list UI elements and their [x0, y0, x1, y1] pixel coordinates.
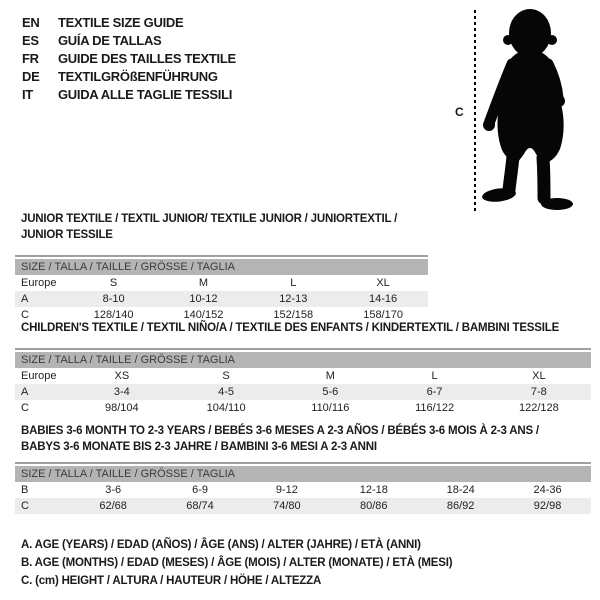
- table-title-line: CHILDREN'S TEXTILE / TEXTIL NIÑO/A / TEXTILE DES ENFANTS / KINDERTEXTIL / BAMBINI TESSILE: [21, 322, 560, 334]
- row-label: C: [21, 402, 29, 414]
- row-label: B: [21, 484, 29, 496]
- size-cell: XL: [376, 277, 390, 289]
- size-cell: L: [431, 370, 438, 382]
- language-title: TEXTILGRÖßENFÜHRUNG: [58, 68, 218, 84]
- language-code: EN: [22, 14, 40, 30]
- table-row: [15, 368, 591, 384]
- children-size-table: [15, 352, 591, 416]
- table-title: [21, 423, 591, 455]
- row-label: C: [21, 309, 29, 321]
- size-cell: 122/128: [518, 402, 559, 414]
- table-row: [15, 482, 591, 498]
- size-cell: 14-16: [369, 293, 398, 305]
- language-title: TEXTILE SIZE GUIDE: [58, 14, 184, 30]
- size-cell: 5-6: [322, 386, 339, 398]
- size-cell: 6-9: [192, 484, 208, 496]
- table-title-line: BABYS 3-6 MONATE BIS 2-3 JAHRE / BAMBINI 3-6 MESI A 2-3 ANNI: [21, 441, 377, 453]
- size-cell: 110/116: [311, 402, 350, 414]
- toddler-silhouette-icon: [482, 6, 592, 212]
- size-cell: 12-13: [279, 293, 308, 305]
- size-cell: 12-18: [359, 484, 388, 496]
- size-cell: 62/68: [99, 500, 127, 512]
- size-cell: 80/86: [360, 500, 388, 512]
- language-title-row: [22, 85, 236, 103]
- junior-size-table: [15, 259, 428, 323]
- size-cell: 4-5: [218, 386, 235, 398]
- size-cell: 104/110: [206, 402, 246, 414]
- language-code: DE: [22, 68, 40, 84]
- size-cell: 18-24: [446, 484, 475, 496]
- row-label: C: [21, 500, 29, 512]
- table-row: [15, 275, 428, 291]
- language-title: GUIDE DES TAILLES TEXTILE: [58, 50, 236, 66]
- size-cell: L: [290, 277, 297, 289]
- size-cell: 116/122: [415, 402, 455, 414]
- table-title-line: JUNIOR TEXTILE / TEXTIL JUNIOR/ TEXTILE JUNIOR / JUNIORTEXTIL / JUNIOR TESSILE: [21, 213, 398, 241]
- row-label: Europe: [21, 277, 57, 289]
- size-cell: 10-12: [189, 293, 218, 305]
- junior-size-table-section: [15, 211, 428, 323]
- language-code: FR: [22, 50, 39, 66]
- size-header-band: SIZE / TALLA / TAILLE / GRÖSSE / TAGLIA: [15, 259, 428, 275]
- size-cell: 24-36: [533, 484, 562, 496]
- size-cell: 86/92: [446, 500, 475, 512]
- footnote-line: C. (cm) HEIGHT / ALTURA / HAUTEUR / HÖHE / ALTEZZA: [21, 575, 322, 587]
- footnote-line: B. AGE (MONTHS) / EDAD (MESES) / ÂGE (MOIS) / ALTER (MONATE) / ETÀ (MESI): [21, 557, 453, 569]
- table-title: [21, 320, 591, 336]
- babies-size-table-section: [15, 423, 591, 514]
- size-cell: M: [198, 277, 209, 289]
- size-cell: 7-8: [530, 386, 547, 398]
- size-cell: 68/74: [186, 500, 214, 512]
- size-cell: 98/104: [105, 402, 139, 414]
- language-code: IT: [22, 86, 33, 102]
- language-title-row: [22, 31, 236, 49]
- size-cell: 6-7: [426, 386, 443, 398]
- size-cell: S: [222, 370, 230, 382]
- language-title-list: [22, 13, 236, 103]
- language-title-row: [22, 13, 236, 31]
- footnote-legend: [21, 536, 452, 590]
- size-cell: 152/158: [273, 309, 314, 321]
- size-cell: S: [109, 277, 118, 289]
- size-cell: 158/170: [363, 309, 403, 321]
- row-label: A: [21, 386, 29, 398]
- size-cell: M: [325, 370, 335, 382]
- size-header-band: SIZE / TALLA / TAILLE / GRÖSSE / TAGLIA: [15, 466, 591, 482]
- row-label: A: [21, 293, 29, 305]
- footnote-line: A. AGE (YEARS) / EDAD (AÑOS) / ÂGE (ANS) / ALTER (JAHRE) / ETÀ (ANNI): [21, 539, 421, 551]
- language-title: GUÍA DE TALLAS: [58, 32, 162, 48]
- table-wrap: [15, 462, 591, 514]
- language-title-row: [22, 67, 236, 85]
- language-title: GUIDA ALLE TAGLIE TESSILI: [58, 86, 233, 102]
- size-header-band: SIZE / TALLA / TAILLE / GRÖSSE / TAGLIA: [15, 352, 591, 368]
- table-row: [15, 384, 591, 400]
- size-cell: 140/152: [183, 309, 224, 321]
- table-title-line: BABIES 3-6 MONTH TO 2-3 YEARS / BEBÉS 3-6 MESES A 2-3 AÑOS / BÉBÉS 3-6 MOIS À 2-3 ANS /: [21, 425, 539, 437]
- size-cell: 128/140: [93, 309, 134, 321]
- babies-size-table: [15, 466, 591, 514]
- table-row: [15, 400, 591, 416]
- table-wrap: [15, 255, 428, 323]
- size-cell: 92/98: [533, 500, 562, 512]
- size-cell: 8-10: [102, 293, 125, 305]
- size-cell: 3-4: [113, 386, 130, 398]
- size-cell: 3-6: [105, 484, 122, 496]
- size-cell: 74/80: [273, 500, 301, 512]
- height-dashed-line: [474, 10, 476, 212]
- table-title: [21, 211, 428, 243]
- table-wrap: [15, 348, 591, 416]
- table-row: [15, 291, 428, 307]
- table-row: [15, 498, 591, 514]
- size-cell: 9-12: [275, 484, 298, 496]
- language-code: ES: [22, 32, 39, 48]
- row-label: Europe: [21, 370, 57, 382]
- children-size-table-section: [15, 320, 591, 416]
- height-measure-label: C: [455, 105, 464, 119]
- size-cell: XL: [532, 370, 546, 382]
- language-title-row: [22, 49, 236, 67]
- size-cell: XS: [114, 370, 130, 382]
